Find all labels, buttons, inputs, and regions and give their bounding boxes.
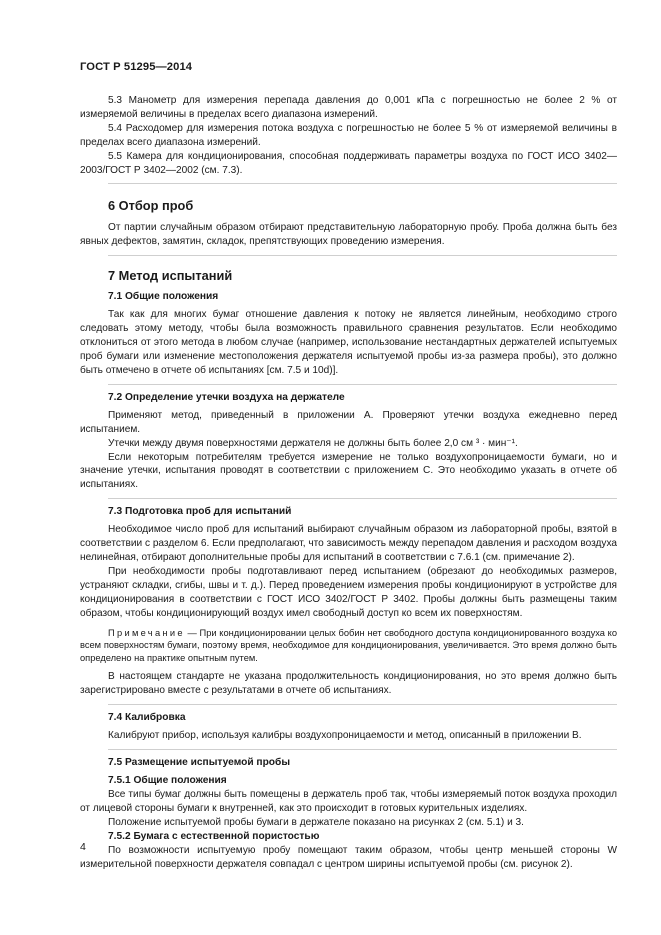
section-7-heading: 7 Метод испытаний <box>108 268 233 284</box>
subsection-7-5-1-paragraph-1: Все типы бумаг должны быть помещены в держатель проб так, чтобы измеряемый поток воздуха проходил от лицевой стороны бумаги к внутренней, как это происходит в готовых курительных изделиях. <box>80 789 617 814</box>
item-5-5: 5.5 Камера для кондиционирования, способная поддерживать параметры воздуха по ГОСТ ИСО 3402—2003/ГОСТ Р 3402—2002 (см. 7.3). <box>80 150 617 176</box>
document-header-code: ГОСТ Р 51295—2014 <box>80 61 193 73</box>
section-6-heading: 6 Отбор проб <box>108 198 194 214</box>
subsection-7-1-paragraph: Так как для многих бумаг отношение давления к потоку не является линейным, необходимо строго следовать этому методу, чтобы была возможность правильного сравнения результатов. Если необходимо отклониться от этого метода в любом случае (например, использование нестандартных держателей испытуемых проб бумаги или изменение местоположения держателя испытуемой пробы из-за размера пробы), это должно быть отмечено в отчете об испытаниях [см. 7.5 и 10d)]. <box>80 309 617 376</box>
section-divider <box>108 183 617 184</box>
section-6-paragraph: От партии случайным образом отбирают представительную лабораторную пробу. Проба должна быть без явных дефектов, замятин, складок, препятствующих проведению измерения. <box>80 222 617 248</box>
subsection-7-2-paragraph-3: Если некоторым потребителям требуется измерение не только воздухопроницаемости бумаги, но и значение утечки, испытания проводят в соответствии с приложением С. Это необходимо указать в отчете об испытаниях. <box>80 451 617 491</box>
subsection-7-4-paragraph: Калибруют прибор, используя калибры воздухопроницаемости и метод, описанный в приложении В. <box>108 730 582 742</box>
subsection-7-3-paragraph-3: В настоящем стандарте не указана продолжительность кондиционирования, но это время должно быть зарегистрировано вместе с результатами в отчете об испытаниях. <box>80 671 617 697</box>
subsection-7-2-paragraph-2: Утечки между двумя поверхностями держателя не должны быть более 2,0 см ³ · мин⁻¹. <box>108 437 518 449</box>
subsection-7-3-note <box>80 627 617 665</box>
subsection-7-2-heading: 7.2 Определение утечки воздуха на держателе <box>108 391 345 403</box>
section-divider <box>108 255 617 256</box>
subsection-7-5-heading: 7.5 Размещение испытуемой пробы <box>108 757 291 769</box>
section-divider <box>108 384 617 385</box>
subsection-7-5-1-heading: 7.5.1 Общие положения <box>108 775 227 787</box>
subsection-7-5-2-heading: 7.5.2 Бумага с естественной пористостью <box>108 830 320 842</box>
subsection-7-5-1-paragraph-2: Положение испытуемой пробы бумаги в держателе показано на рисунках 2 (см. 5.1) и 3. <box>108 816 524 828</box>
section-divider <box>108 749 617 750</box>
section-divider <box>108 498 617 499</box>
item-5-3: 5.3 Манометр для измерения перепада давления до 0,001 кПа с погрешностью не более 2 % от измеряемой величины в пределах всего диапазона измерений. <box>80 95 617 120</box>
section-divider <box>108 704 617 705</box>
subsection-7-5-2-paragraph: По возможности испытуемую пробу помещают таким образом, чтобы центр меньшей стороны W измерительной поверхности держателя совпадал с центром ширины испытуемой пробы (см. рисунок 2). <box>80 844 617 870</box>
subsection-7-3-paragraph-1: Необходимое число проб для испытаний выбирают случайным образом из лабораторной пробы, взятой в соответствии с разделом 6. Если предполагают, что зависимость между перепадом давления и расходом воздуха нелинейная, отбирают дополнительные пробы для испытаний в соответствии с 7.6.1 (см. примечание 2). <box>80 524 617 564</box>
subsection-7-1-heading: 7.1 Общие положения <box>108 291 219 303</box>
subsection-7-3-paragraph-2: При необходимости пробы подготавливают перед испытанием (обрезают до необходимых размеров, устраняют складки, сгибы, швы и т. д.). Перед проведением измерения пробы кондиционируют в устройстве для кондиционирования в соответствии с ГОСТ ИСО 3402/ГОСТ Р 3402. Пробы должны быть размещены таким образом, чтобы кондиционирующий воздух имел свободный доступ ко всем их поверхностям. <box>80 565 617 619</box>
subsection-7-3-heading: 7.3 Подготовка проб для испытаний <box>108 506 292 518</box>
page-number: 4 <box>80 841 86 853</box>
document-body <box>80 94 617 872</box>
subsection-7-4-heading: 7.4 Калибровка <box>108 712 186 724</box>
note-text: — При кондиционировании целых бобин нет свободного доступа кондиционированного воздуха ко всем поверхностям бумаги, поэтому время, необходимое для кондиционирования, увеличивается. Это время должно быть определено на практике опытным путем. <box>80 627 617 663</box>
note-label: Примечание <box>108 627 185 638</box>
subsection-7-2-paragraph-1: Применяют метод, приведенный в приложении А. Проверяют утечки воздуха ежедневно перед испытанием. <box>80 409 617 435</box>
item-5-4: 5.4 Расходомер для измерения потока воздуха с погрешностью не более 5 % от измеряемой величины в пределах всего диапазона измерений. <box>80 122 617 148</box>
